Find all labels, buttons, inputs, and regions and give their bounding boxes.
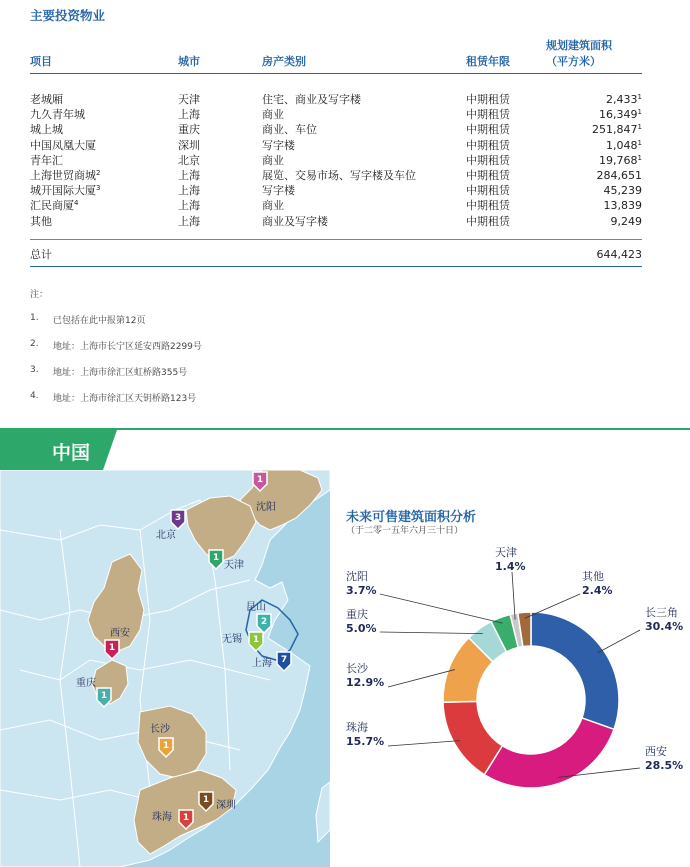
cell-city — [178, 122, 262, 137]
cell-category — [262, 214, 466, 240]
cell-city-text: 上海 — [178, 169, 200, 183]
slice-leader-line — [380, 594, 502, 623]
map-marker-count: 1 — [252, 635, 260, 645]
cell-lease-text: 中期租赁 — [466, 184, 510, 198]
cell-lease — [466, 198, 546, 213]
cell-category-text: 商业 — [262, 153, 284, 167]
cell-lease-text: 中期租赁 — [466, 199, 510, 213]
cell-category-text: 写字楼 — [262, 138, 295, 152]
table-row — [30, 74, 642, 108]
cell-project — [30, 107, 178, 122]
cell-area — [546, 122, 642, 137]
header-lease: 租赁年限 — [466, 55, 510, 68]
cell-city-text: 深圳 — [178, 138, 200, 152]
cell-area-text: 9,249 — [610, 214, 642, 228]
cell-city-text: 北京 — [178, 153, 200, 167]
map-city-label: 沈阳 — [256, 502, 276, 513]
cell-project-text: 城开国际大厦 — [30, 184, 96, 198]
cell-lease-text: 中期租赁 — [466, 123, 510, 137]
cell-lease — [466, 183, 546, 198]
slice-value: 28.5% — [645, 759, 684, 772]
map-city-label: 北京 — [156, 530, 176, 541]
donut-chart — [330, 540, 690, 867]
total-label: 总计 — [30, 247, 52, 261]
cell-city — [178, 74, 262, 108]
cell-lease — [466, 138, 546, 153]
map-marker-count: 3 — [174, 513, 182, 523]
notes — [30, 287, 202, 417]
cell-project-text: 其他 — [30, 214, 52, 228]
cell-project-text: 城上城 — [30, 123, 63, 137]
map-marker-count: 1 — [162, 741, 170, 751]
slice-value: 1.4% — [495, 560, 526, 573]
note-text: 地址：上海市徐汇区天钥桥路123号 — [53, 394, 197, 404]
cell-lease-text: 中期租赁 — [466, 214, 510, 228]
cell-city — [178, 107, 262, 122]
cell-area — [546, 107, 642, 122]
footnote-mark: 4 — [74, 199, 79, 208]
cell-city-text: 上海 — [178, 199, 200, 213]
cell-city — [178, 168, 262, 183]
note-text: 地址：上海市长宁区延安西路2299号 — [53, 342, 202, 352]
footnote-mark: 1 — [637, 123, 642, 132]
map-marker-count: 7 — [280, 655, 288, 665]
map-city-label: 重庆 — [76, 678, 96, 689]
cell-category-text: 商业、车位 — [262, 123, 317, 137]
cell-city-text: 上海 — [178, 108, 200, 122]
table-row — [30, 168, 642, 183]
header-project: 项目 — [30, 55, 52, 68]
cell-city-text: 重庆 — [178, 123, 200, 137]
cell-category-text: 展览、交易市场、写字楼及车位 — [262, 169, 416, 183]
header-area — [546, 38, 642, 74]
cell-category — [262, 138, 466, 153]
slice-value: 3.7% — [346, 584, 377, 597]
map-marker-count: 1 — [202, 795, 210, 805]
slice-label: 其他 — [582, 570, 604, 583]
cell-category-text: 商业及写字楼 — [262, 214, 328, 228]
cell-lease-text: 中期租赁 — [466, 138, 510, 152]
donut-slice — [484, 718, 614, 788]
slice-value: 12.9% — [346, 676, 385, 689]
china-map — [0, 470, 330, 867]
notes-heading: 注： — [30, 290, 49, 300]
total-value: 644,423 — [596, 247, 642, 261]
table-row — [30, 198, 642, 213]
footnote-mark: 1 — [637, 93, 642, 101]
cell-area-text: 13,839 — [603, 199, 642, 213]
cell-project-text: 上海世贸商城 — [30, 169, 96, 183]
slice-label: 重庆 — [346, 608, 368, 621]
slice-label: 珠海 — [346, 721, 368, 734]
note-number: 3. — [30, 365, 39, 375]
slice-leader-line — [512, 572, 515, 620]
map-city-label: 无锡 — [222, 634, 242, 645]
footnote-mark: 1 — [637, 108, 642, 117]
cell-project-text: 汇民商厦 — [30, 199, 74, 213]
cell-project — [30, 122, 178, 137]
cell-category — [262, 168, 466, 183]
cell-city — [178, 198, 262, 213]
cell-lease — [466, 168, 546, 183]
map-city-label: 深圳 — [216, 800, 236, 811]
map-marker-count: 1 — [212, 553, 220, 563]
note-text: 地址：上海市徐汇区虹桥路355号 — [53, 368, 188, 378]
map-marker-count: 1 — [100, 691, 108, 701]
cell-area — [546, 183, 642, 198]
slice-value: 5.0% — [346, 622, 377, 635]
cell-category — [262, 183, 466, 198]
header-area-line1: 规划建筑面积 — [546, 39, 612, 52]
cell-area — [546, 138, 642, 153]
cell-project — [30, 138, 178, 153]
cell-project-text: 老城厢 — [30, 93, 63, 106]
map-city-label: 昆山 — [246, 602, 266, 613]
footnote-mark: 2 — [96, 169, 101, 178]
cell-area — [546, 168, 642, 183]
cell-area — [546, 153, 642, 168]
cell-category-text: 住宅、商业及写字楼 — [262, 93, 361, 106]
cell-area-text: 1,048 — [606, 138, 638, 152]
cell-city-text: 上海 — [178, 184, 200, 198]
table-row — [30, 183, 642, 198]
cell-project — [30, 198, 178, 213]
cell-city-text: 上海 — [178, 214, 200, 228]
slice-label: 西安 — [645, 745, 667, 758]
note-item — [30, 313, 202, 326]
cell-project — [30, 214, 178, 240]
cell-category — [262, 107, 466, 122]
slice-leader-line — [388, 741, 460, 746]
section-title: 主要投资物业 — [30, 8, 106, 23]
cell-project — [30, 153, 178, 168]
cell-area-text: 16,349 — [599, 108, 638, 122]
map-city-label: 长沙 — [150, 724, 170, 735]
header-category: 房产类别 — [262, 55, 306, 68]
chart-title: 未来可售建筑面积分析 — [346, 510, 477, 525]
cell-lease — [466, 153, 546, 168]
map-marker-count: 2 — [260, 617, 268, 627]
table-header-row — [30, 38, 642, 74]
cell-area-text: 2,433 — [606, 93, 638, 106]
cell-area-text: 284,651 — [596, 169, 642, 183]
total-row — [30, 239, 642, 266]
slice-leader-line — [598, 630, 640, 653]
footnote-mark: 3 — [96, 184, 101, 193]
cell-project — [30, 74, 178, 108]
cell-category-text: 商业 — [262, 108, 284, 122]
cell-lease — [466, 74, 546, 108]
table-row — [30, 153, 642, 168]
cell-project-text: 九久青年城 — [30, 108, 85, 122]
cell-lease-text: 中期租赁 — [466, 153, 510, 167]
cell-area-text: 19,768 — [599, 153, 638, 167]
slice-label: 长三角 — [645, 606, 678, 619]
cell-category — [262, 74, 466, 108]
footnote-mark: 1 — [637, 138, 642, 147]
cell-category — [262, 153, 466, 168]
cell-lease — [466, 214, 546, 240]
property-table — [30, 38, 642, 267]
slice-leader-line — [380, 632, 483, 634]
cell-category-text: 写字楼 — [262, 184, 295, 198]
donut-slice — [531, 612, 619, 729]
map-marker-count: 1 — [182, 813, 190, 823]
table-row — [30, 122, 642, 137]
cell-lease-text: 中期租赁 — [466, 108, 510, 122]
header-city: 城市 — [178, 55, 200, 68]
cell-city — [178, 183, 262, 198]
cell-city — [178, 153, 262, 168]
note-text: 已包括在此中报第12页 — [53, 316, 146, 326]
map-city-label: 天津 — [224, 560, 244, 571]
table-row — [30, 107, 642, 122]
table-row — [30, 138, 642, 153]
note-item — [30, 339, 202, 352]
cell-lease-text: 中期租赁 — [466, 169, 510, 183]
cell-area — [546, 214, 642, 240]
note-item — [30, 391, 202, 404]
cell-project-text: 青年汇 — [30, 153, 63, 167]
slice-label: 天津 — [495, 546, 517, 559]
cell-lease — [466, 107, 546, 122]
slice-label: 沈阳 — [346, 570, 368, 583]
cell-category — [262, 198, 466, 213]
cell-category — [262, 122, 466, 137]
map-marker-count: 1 — [108, 643, 116, 653]
cell-city-text: 天津 — [178, 93, 200, 106]
chart-subtitle: （于二零一五年六月三十日） — [346, 526, 464, 536]
table-row — [30, 214, 642, 240]
slice-value: 2.4% — [582, 584, 613, 597]
footnote-mark: 1 — [637, 153, 642, 162]
cell-project — [30, 168, 178, 183]
cell-area-text: 45,239 — [603, 184, 642, 198]
cell-project-text: 中国凤凰大厦 — [30, 138, 96, 152]
map-city-label: 西安 — [110, 628, 130, 639]
map-city-label: 珠海 — [152, 812, 172, 823]
cell-area — [546, 74, 642, 108]
cell-city — [178, 138, 262, 153]
header-area-line2: （平方米） — [546, 55, 601, 68]
note-number: 4. — [30, 391, 39, 401]
cell-area — [546, 198, 642, 213]
map-city-label: 上海 — [252, 658, 272, 669]
note-item — [30, 365, 202, 378]
note-number: 2. — [30, 339, 39, 349]
slice-value: 30.4% — [645, 620, 684, 633]
cell-city — [178, 214, 262, 240]
note-number: 1. — [30, 313, 39, 323]
cell-lease-text: 中期租赁 — [466, 93, 510, 106]
region-tab: 中国 — [0, 430, 103, 470]
cell-project — [30, 183, 178, 198]
cell-category-text: 商业 — [262, 199, 284, 213]
cell-lease — [466, 122, 546, 137]
slice-value: 15.7% — [346, 735, 385, 748]
cell-area-text: 251,847 — [592, 123, 638, 137]
map-marker-count: 1 — [256, 475, 264, 485]
slice-label: 长沙 — [346, 662, 368, 675]
